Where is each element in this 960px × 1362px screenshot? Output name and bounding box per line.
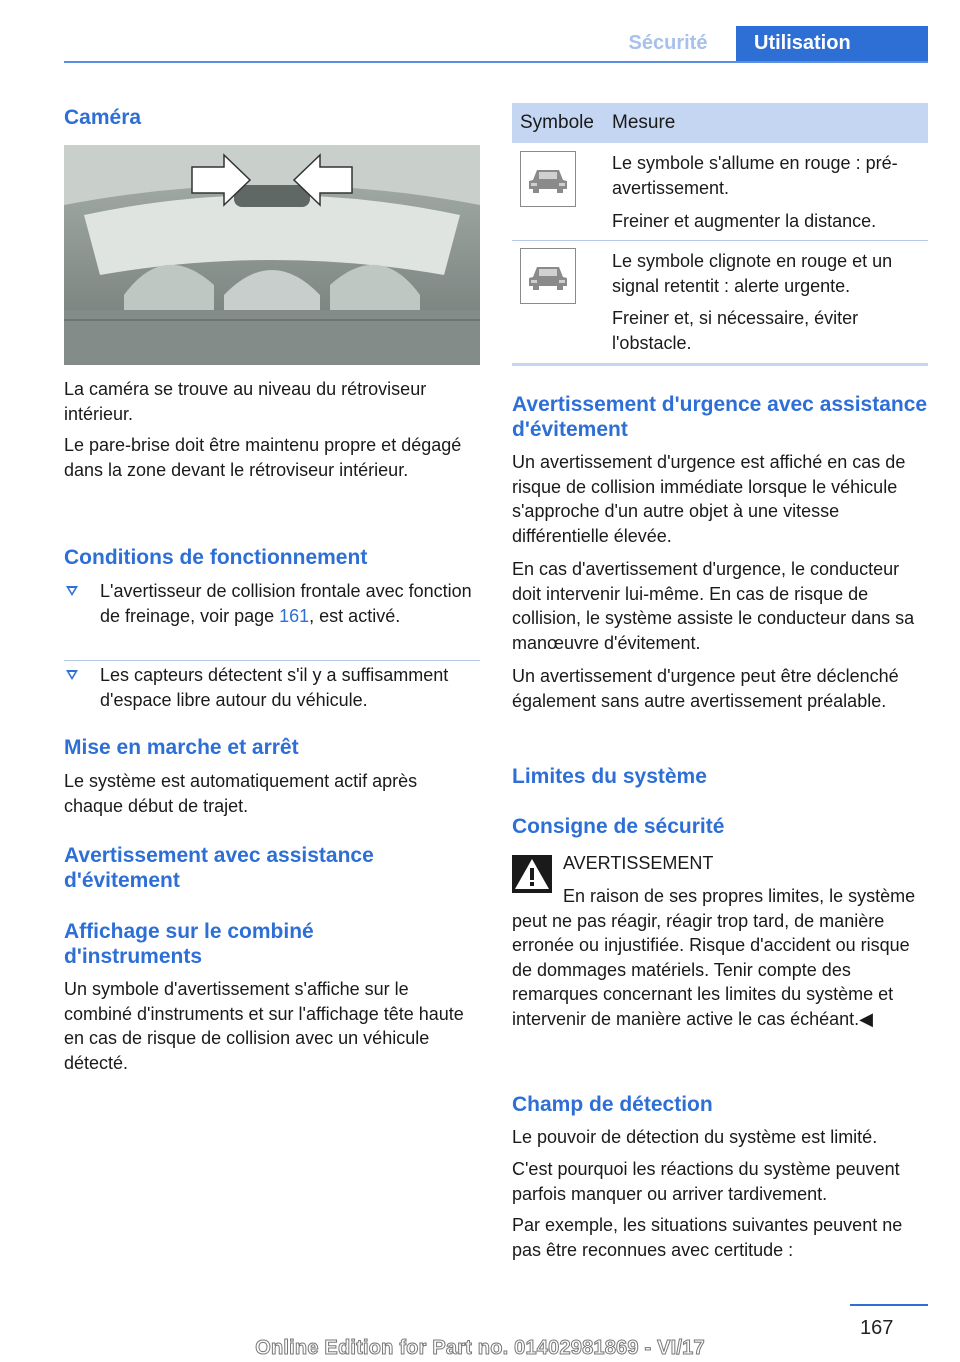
table-row-2-line-2: Freiner et, si nécessaire, éviter l'obstacle. xyxy=(612,308,859,353)
list-item xyxy=(64,663,480,712)
list-item xyxy=(64,579,480,628)
car-warning-icon xyxy=(520,151,576,207)
detection-paragraph-2: C'est pourquoi les réactions du système peuvent parfois manquer ou arriver tardivement. xyxy=(512,1159,900,1204)
safety-heading: Consigne de sécurité xyxy=(512,815,725,838)
tab-utilisation[interactable]: Utilisation xyxy=(736,26,928,63)
page-number: 167 xyxy=(860,1317,894,1339)
car-interior-illustration xyxy=(64,145,480,365)
table-row-2-line-1: Le symbole clignote en rouge et un signal retentit : alerte urgente. xyxy=(612,251,893,296)
urgent-warning-heading: Avertissement d'urgence avec assistance d'évitement xyxy=(512,393,928,441)
conditions-heading: Conditions de fonctionnement xyxy=(64,546,368,569)
urgent-paragraph-2: En cas d'avertissement d'urgence, le conducteur doit intervenir lui-même. En cas de risque de collision, le système assiste le conducteur dans sa manœuvre d'évitement. xyxy=(512,559,915,653)
page-link-161[interactable]: 161 xyxy=(279,605,310,626)
column-header-action: Mesure xyxy=(612,112,676,133)
bullet-text: Les capteurs détectent s'il y a suffisamment d'espace libre autour du véhicule. xyxy=(100,665,449,710)
table-row-1-line-1: Le symbole s'allume en rouge : pré-avertissement. xyxy=(612,153,898,198)
display-paragraph: Un symbole d'avertissement s'affiche sur le combiné d'instruments et sur l'affichage tête haute en cas de risque de collision avec un véhicule détecté. xyxy=(64,979,464,1073)
warning-paragraph: En raison de ses propres limites, le système peut ne pas réagir, réagir trop tard, de manière erronée ou injustifiée. Risque d'accident ou risque de dommages matériels. Tenir compte des remarques concernant les limites du système et intervenir de manière active le cas échéant.◀ xyxy=(512,886,916,1029)
table-row-divider xyxy=(512,240,928,241)
avoidance-warning-heading: Avertissement avec assistance d'évitement xyxy=(64,844,374,892)
edition-watermark: Online Edition for Part no. 01402981869 - VI/17 xyxy=(255,1337,705,1359)
detection-paragraph-1: Le pouvoir de détection du système est limité. xyxy=(512,1127,878,1147)
detection-paragraph-3: Par exemple, les situations suivantes peuvent ne pas être reconnues avec certitude : xyxy=(512,1215,903,1260)
symbol-table-header xyxy=(512,103,928,143)
detection-heading: Champ de détection xyxy=(512,1093,713,1116)
display-heading: Affichage sur le combiné d'instruments xyxy=(64,920,314,968)
limits-heading: Limites du système xyxy=(512,765,707,788)
divider xyxy=(64,660,480,661)
bullet-triangle-icon xyxy=(66,670,78,680)
column-header-symbol: Symbole xyxy=(520,112,594,133)
camera-paragraph-2: Le pare-brise doit être maintenu propre et dégagé dans la zone devant le rétroviseur intérieur. xyxy=(64,435,462,480)
camera-heading: Caméra xyxy=(64,106,142,129)
car-warning-icon xyxy=(520,248,576,304)
onoff-heading: Mise en marche et arrêt xyxy=(64,736,299,759)
tab-securite[interactable]: Sécurité xyxy=(628,32,708,54)
table-bottom-rule xyxy=(512,363,928,366)
onoff-paragraph: Le système est automatiquement actif après chaque début de trajet. xyxy=(64,771,418,816)
urgent-paragraph-3: Un avertissement d'urgence peut être déclenché également sans autre avertissement préalable. xyxy=(512,666,899,711)
table-row-1-line-2: Freiner et augmenter la distance. xyxy=(612,211,877,231)
footer-rule xyxy=(850,1304,928,1306)
urgent-paragraph-1: Un avertissement d'urgence est affiché en cas de risque de collision immédiate lorsque le véhicule s'approche d'un autre objet à une vitesse différentielle élevée. xyxy=(512,452,906,546)
camera-location-image xyxy=(64,145,480,365)
header-rule xyxy=(64,61,928,63)
bullet-text: L'avertisseur de collision frontale avec fonction de freinage, voir page 161, est activé. xyxy=(100,581,472,626)
bullet-triangle-icon xyxy=(66,586,78,596)
warning-label: AVERTISSEMENT xyxy=(563,853,714,873)
camera-paragraph-1: La caméra se trouve au niveau du rétroviseur intérieur. xyxy=(64,379,427,424)
